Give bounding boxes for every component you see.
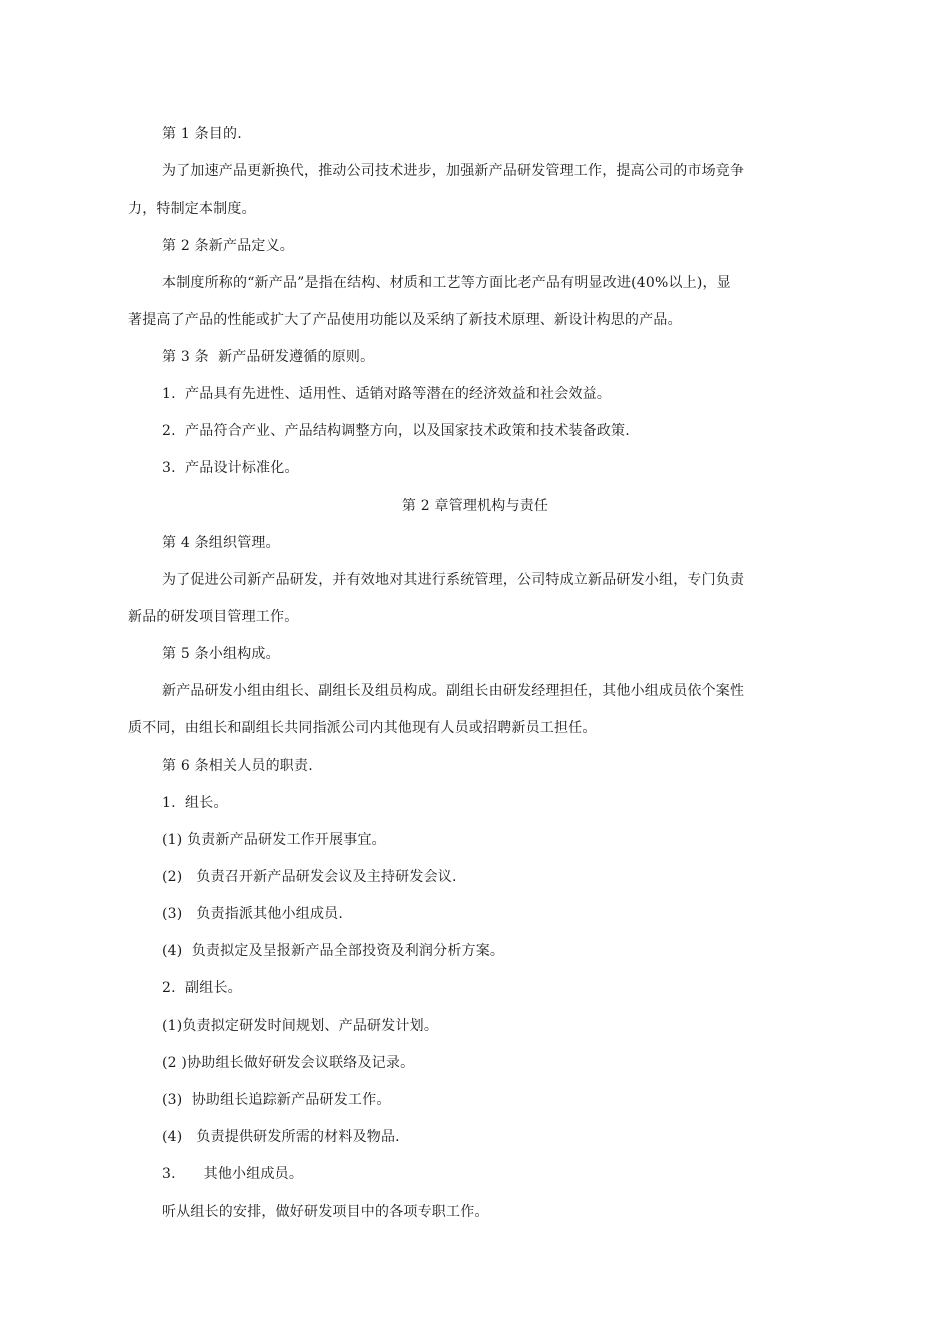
leader-duty-4: (4) 负责拟定及呈报新产品全部投资及利润分析方案。 xyxy=(162,943,505,959)
article1-body-line2: 力，特制定本制度。 xyxy=(128,201,256,217)
deputy-title: 2. 副组长。 xyxy=(162,980,242,996)
article3-item2: 2. 产品符合产业、产品结构调整方向，以及国家技术政策和技术装备政策. xyxy=(162,423,630,439)
leader-duty-2: (2) 负责召开新产品研发会议及主持研发会议. xyxy=(162,869,457,885)
article2-body-line1: 本制度所称的“新产品”是指在结构、材质和工艺等方面比老产品有明显改进(40%以上)，显 xyxy=(162,275,731,291)
article5-body-line1: 新产品研发小组由组长、副组长及组员构成。副组长由研发经理担任，其他小组成员依个案性 xyxy=(162,683,745,699)
members-title: 3. 其他小组成员。 xyxy=(162,1166,304,1182)
article5-heading: 第 5 条小组构成。 xyxy=(162,646,280,662)
deputy-duty-2: (2 )协助组长做好研发会议联络及记录。 xyxy=(162,1055,415,1071)
article2-heading: 第 2 条新产品定义。 xyxy=(162,238,295,254)
article1-heading: 第 1 条目的. xyxy=(162,126,242,142)
deputy-duty-4: (4) 负责提供研发所需的材料及物品. xyxy=(162,1129,400,1145)
chapter2-title: 第 2 章管理机构与责任 xyxy=(401,498,549,514)
leader-duty-1: (1) 负责新产品研发工作开展事宜。 xyxy=(162,832,386,848)
article4-heading: 第 4 条组织管理。 xyxy=(162,535,280,551)
article4-body-line1: 为了促进公司新产品研发，并有效地对其进行系统管理，公司特成立新品研发小组，专门负责 xyxy=(162,572,745,588)
deputy-duty-3: (3) 协助组长追踪新产品研发工作。 xyxy=(162,1092,391,1108)
deputy-duty-1: (1)负责拟定研发时间规划、产品研发计划。 xyxy=(162,1018,439,1034)
article2-body-line2: 著提高了产品的性能或扩大了产品使用功能以及采纳了新技术原理、新设计构思的产品。 xyxy=(128,312,682,328)
article3-heading: 第 3 条 新产品研发遵循的原则。 xyxy=(162,349,375,365)
members-body: 听从组长的安排，做好研发项目中的各项专职工作。 xyxy=(162,1204,489,1220)
article3-item1: 1. 产品具有先进性、适用性、适销对路等潜在的经济效益和社会效益。 xyxy=(162,386,612,402)
article4-body-line2: 新品的研发项目管理工作。 xyxy=(128,609,299,625)
article1-body-line1: 为了加速产品更新换代，推动公司技术进步，加强新产品研发管理工作，提高公司的市场竞争 xyxy=(162,163,745,179)
leader-duty-3: (3) 负责指派其他小组成员. xyxy=(162,906,344,922)
article5-body-line2: 质不同，由组长和副组长共同指派公司内其他现有人员或招聘新员工担任。 xyxy=(128,720,597,736)
article6-heading: 第 6 条相关人员的职责. xyxy=(162,758,313,774)
leader-title: 1. 组长。 xyxy=(162,795,228,811)
article3-item3: 3. 产品设计标准化。 xyxy=(162,460,299,476)
